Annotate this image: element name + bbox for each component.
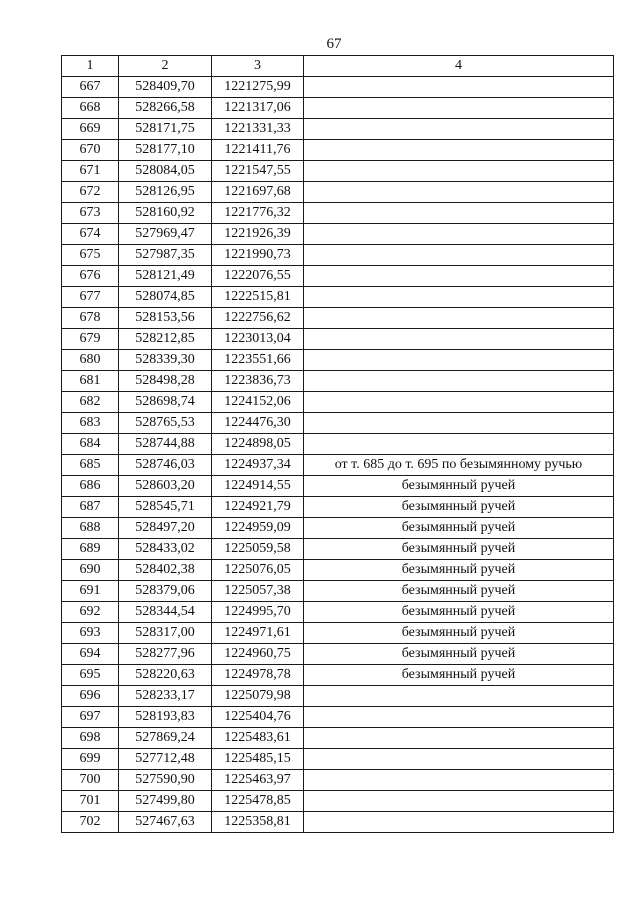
description-cell: безымянный ручей: [304, 644, 614, 665]
description-cell: [304, 203, 614, 224]
y-coordinate-cell: 1221547,55: [212, 161, 304, 182]
y-coordinate-cell: 1225057,38: [212, 581, 304, 602]
table-row: [62, 770, 614, 791]
point-number-cell: 689: [62, 539, 119, 560]
table-header: [62, 56, 614, 77]
point-number-cell: 667: [62, 77, 119, 98]
y-coordinate-cell: 1224995,70: [212, 602, 304, 623]
y-coordinate-cell: 1221926,39: [212, 224, 304, 245]
point-number-cell: 683: [62, 413, 119, 434]
table-row: [62, 539, 614, 560]
point-number-cell: 674: [62, 224, 119, 245]
table-row: [62, 329, 614, 350]
point-number-cell: 695: [62, 665, 119, 686]
x-coordinate-cell: 528074,85: [119, 287, 212, 308]
description-cell: [304, 224, 614, 245]
table-row: [62, 497, 614, 518]
description-cell: [304, 371, 614, 392]
point-number-cell: 684: [62, 434, 119, 455]
description-cell: безымянный ручей: [304, 665, 614, 686]
y-coordinate-cell: 1225463,97: [212, 770, 304, 791]
x-coordinate-cell: 528126,95: [119, 182, 212, 203]
y-coordinate-cell: 1225485,15: [212, 749, 304, 770]
y-coordinate-cell: 1225076,05: [212, 560, 304, 581]
point-number-cell: 692: [62, 602, 119, 623]
point-number-cell: 678: [62, 308, 119, 329]
description-cell: [304, 770, 614, 791]
description-cell: [304, 686, 614, 707]
description-cell: от т. 685 до т. 695 по безымянному ручью: [304, 455, 614, 476]
x-coordinate-cell: 528121,49: [119, 266, 212, 287]
y-coordinate-cell: 1224937,34: [212, 455, 304, 476]
y-coordinate-cell: 1221331,33: [212, 119, 304, 140]
y-coordinate-cell: 1222076,55: [212, 266, 304, 287]
page-number: 67: [326, 36, 342, 52]
x-coordinate-cell: 528177,10: [119, 140, 212, 161]
point-number-cell: 671: [62, 161, 119, 182]
table-row: [62, 77, 614, 98]
y-coordinate-cell: 1225079,98: [212, 686, 304, 707]
y-coordinate-cell: 1225059,58: [212, 539, 304, 560]
y-coordinate-cell: 1224898,05: [212, 434, 304, 455]
description-cell: безымянный ручей: [304, 560, 614, 581]
description-cell: [304, 812, 614, 833]
table-row: [62, 182, 614, 203]
table-row: [62, 287, 614, 308]
x-coordinate-cell: 527869,24: [119, 728, 212, 749]
point-number-cell: 696: [62, 686, 119, 707]
y-coordinate-cell: 1223013,04: [212, 329, 304, 350]
point-number-cell: 676: [62, 266, 119, 287]
y-coordinate-cell: 1224959,09: [212, 518, 304, 539]
point-number-cell: 685: [62, 455, 119, 476]
table-row: [62, 203, 614, 224]
x-coordinate-cell: 528084,05: [119, 161, 212, 182]
x-coordinate-cell: 528409,70: [119, 77, 212, 98]
x-coordinate-cell: 528379,06: [119, 581, 212, 602]
x-coordinate-cell: 528193,83: [119, 707, 212, 728]
x-coordinate-cell: 528344,54: [119, 602, 212, 623]
table-row: [62, 434, 614, 455]
point-number-cell: 690: [62, 560, 119, 581]
table-row: [62, 560, 614, 581]
x-coordinate-cell: 527969,47: [119, 224, 212, 245]
table-row: [62, 161, 614, 182]
table-row: [62, 707, 614, 728]
x-coordinate-cell: 527590,90: [119, 770, 212, 791]
point-number-cell: 699: [62, 749, 119, 770]
description-cell: [304, 350, 614, 371]
x-coordinate-cell: 527467,63: [119, 812, 212, 833]
x-coordinate-cell: 528498,28: [119, 371, 212, 392]
table-row: [62, 686, 614, 707]
x-coordinate-cell: 528402,38: [119, 560, 212, 581]
y-coordinate-cell: 1225358,81: [212, 812, 304, 833]
y-coordinate-cell: 1224152,06: [212, 392, 304, 413]
table-row: [62, 308, 614, 329]
description-cell: [304, 392, 614, 413]
x-coordinate-cell: 527987,35: [119, 245, 212, 266]
y-coordinate-cell: 1224921,79: [212, 497, 304, 518]
table-row: [62, 623, 614, 644]
description-cell: [304, 707, 614, 728]
x-coordinate-cell: 527712,48: [119, 749, 212, 770]
point-number-cell: 670: [62, 140, 119, 161]
description-cell: [304, 77, 614, 98]
point-number-cell: 686: [62, 476, 119, 497]
y-coordinate-cell: 1224960,75: [212, 644, 304, 665]
point-number-cell: 672: [62, 182, 119, 203]
table-row: [62, 644, 614, 665]
y-coordinate-cell: 1223551,66: [212, 350, 304, 371]
x-coordinate-cell: 528233,17: [119, 686, 212, 707]
coordinates-table: [61, 55, 614, 833]
table-row: [62, 602, 614, 623]
point-number-cell: 682: [62, 392, 119, 413]
y-coordinate-cell: 1221275,99: [212, 77, 304, 98]
x-coordinate-cell: 528744,88: [119, 434, 212, 455]
x-coordinate-cell: 528698,74: [119, 392, 212, 413]
x-coordinate-cell: 528545,71: [119, 497, 212, 518]
table-row: [62, 581, 614, 602]
table-row: [62, 413, 614, 434]
point-number-cell: 702: [62, 812, 119, 833]
y-coordinate-cell: 1225404,76: [212, 707, 304, 728]
description-cell: безымянный ручей: [304, 518, 614, 539]
x-coordinate-cell: 528266,58: [119, 98, 212, 119]
point-number-cell: 673: [62, 203, 119, 224]
table-row: [62, 98, 614, 119]
table-row: [62, 455, 614, 476]
x-coordinate-cell: 528153,56: [119, 308, 212, 329]
x-coordinate-cell: 528433,02: [119, 539, 212, 560]
point-number-cell: 680: [62, 350, 119, 371]
table-row: [62, 665, 614, 686]
header-x-coordinate: 2: [119, 56, 212, 77]
x-coordinate-cell: 528220,63: [119, 665, 212, 686]
y-coordinate-cell: 1224476,30: [212, 413, 304, 434]
description-cell: безымянный ручей: [304, 581, 614, 602]
y-coordinate-cell: 1224978,78: [212, 665, 304, 686]
description-cell: безымянный ручей: [304, 476, 614, 497]
table-row: [62, 518, 614, 539]
table-row: [62, 476, 614, 497]
x-coordinate-cell: 528765,53: [119, 413, 212, 434]
y-coordinate-cell: 1222515,81: [212, 287, 304, 308]
header-y-coordinate: 3: [212, 56, 304, 77]
header-point-number: 1: [62, 56, 119, 77]
point-number-cell: 681: [62, 371, 119, 392]
description-cell: [304, 434, 614, 455]
y-coordinate-cell: 1221990,73: [212, 245, 304, 266]
point-number-cell: 679: [62, 329, 119, 350]
y-coordinate-cell: 1224971,61: [212, 623, 304, 644]
y-coordinate-cell: 1221317,06: [212, 98, 304, 119]
description-cell: [304, 308, 614, 329]
x-coordinate-cell: 527499,80: [119, 791, 212, 812]
description-cell: безымянный ручей: [304, 623, 614, 644]
point-number-cell: 677: [62, 287, 119, 308]
point-number-cell: 691: [62, 581, 119, 602]
table-body: [62, 77, 614, 833]
description-cell: [304, 266, 614, 287]
table-row: [62, 371, 614, 392]
point-number-cell: 698: [62, 728, 119, 749]
y-coordinate-cell: 1221697,68: [212, 182, 304, 203]
description-cell: [304, 749, 614, 770]
y-coordinate-cell: 1221411,76: [212, 140, 304, 161]
point-number-cell: 701: [62, 791, 119, 812]
table-row: [62, 119, 614, 140]
x-coordinate-cell: 528317,00: [119, 623, 212, 644]
description-cell: [304, 245, 614, 266]
table-row: [62, 350, 614, 371]
table-row: [62, 245, 614, 266]
table-row: [62, 140, 614, 161]
point-number-cell: 675: [62, 245, 119, 266]
x-coordinate-cell: 528497,20: [119, 518, 212, 539]
table-row: [62, 392, 614, 413]
point-number-cell: 693: [62, 623, 119, 644]
point-number-cell: 697: [62, 707, 119, 728]
description-cell: [304, 329, 614, 350]
y-coordinate-cell: 1224914,55: [212, 476, 304, 497]
table-row: [62, 791, 614, 812]
description-cell: [304, 413, 614, 434]
header-description: 4: [304, 56, 614, 77]
point-number-cell: 669: [62, 119, 119, 140]
x-coordinate-cell: 528171,75: [119, 119, 212, 140]
point-number-cell: 687: [62, 497, 119, 518]
table-row: [62, 266, 614, 287]
y-coordinate-cell: 1223836,73: [212, 371, 304, 392]
description-cell: [304, 791, 614, 812]
y-coordinate-cell: 1225478,85: [212, 791, 304, 812]
x-coordinate-cell: 528339,30: [119, 350, 212, 371]
x-coordinate-cell: 528212,85: [119, 329, 212, 350]
point-number-cell: 668: [62, 98, 119, 119]
x-coordinate-cell: 528603,20: [119, 476, 212, 497]
table-row: [62, 728, 614, 749]
y-coordinate-cell: 1222756,62: [212, 308, 304, 329]
description-cell: безымянный ручей: [304, 539, 614, 560]
table-row: [62, 812, 614, 833]
point-number-cell: 694: [62, 644, 119, 665]
description-cell: [304, 140, 614, 161]
table-row: [62, 224, 614, 245]
description-cell: безымянный ручей: [304, 602, 614, 623]
y-coordinate-cell: 1225483,61: [212, 728, 304, 749]
x-coordinate-cell: 528277,96: [119, 644, 212, 665]
point-number-cell: 700: [62, 770, 119, 791]
y-coordinate-cell: 1221776,32: [212, 203, 304, 224]
description-cell: безымянный ручей: [304, 497, 614, 518]
header-row: [62, 56, 614, 77]
description-cell: [304, 98, 614, 119]
description-cell: [304, 119, 614, 140]
x-coordinate-cell: 528160,92: [119, 203, 212, 224]
description-cell: [304, 287, 614, 308]
description-cell: [304, 182, 614, 203]
x-coordinate-cell: 528746,03: [119, 455, 212, 476]
point-number-cell: 688: [62, 518, 119, 539]
description-cell: [304, 728, 614, 749]
table-row: [62, 749, 614, 770]
description-cell: [304, 161, 614, 182]
